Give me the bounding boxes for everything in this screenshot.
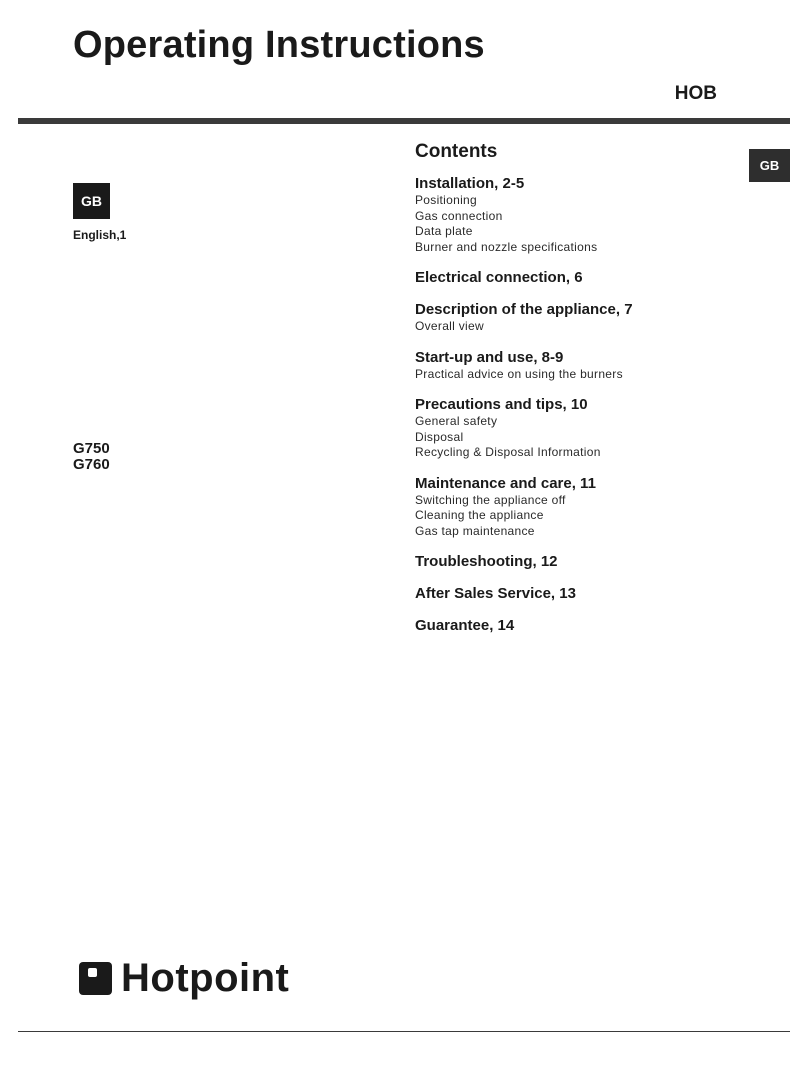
product-type: HOB <box>674 83 717 104</box>
toc-subitem: Switching the appliance off <box>415 492 566 507</box>
toc-section <box>415 395 735 461</box>
toc-section <box>415 552 735 571</box>
contents-heading: Contents <box>415 141 498 162</box>
hotpoint-square-logo-icon <box>79 962 112 995</box>
toc-subitem: Positioning <box>415 193 478 207</box>
model-list <box>73 441 110 473</box>
toc-subitem: Cleaning the appliance <box>415 508 544 522</box>
toc-section-title: Precautions and tips, 10 <box>415 396 588 413</box>
toc-subitem: Gas tap maintenance <box>415 523 535 538</box>
page-title: Operating Instructions <box>73 24 485 66</box>
toc-section <box>415 268 735 287</box>
toc-subitem: Data plate <box>415 224 473 238</box>
toc-section-title: Description of the appliance, 7 <box>415 301 633 318</box>
bottom-divider <box>18 1031 790 1032</box>
toc-subitem: Disposal <box>415 429 464 444</box>
toc-section-title: Troubleshooting, 12 <box>415 553 558 570</box>
side-language-tab: GB <box>749 149 790 182</box>
model-number: G750 <box>73 440 110 457</box>
table-of-contents <box>415 141 735 648</box>
toc-section <box>415 474 735 540</box>
toc-section-title: After Sales Service, 13 <box>415 585 576 602</box>
toc-subitem: Recycling & Disposal Information <box>415 445 601 459</box>
toc-section <box>415 616 735 635</box>
toc-subitem: Burner and nozzle specifications <box>415 239 598 254</box>
toc-section <box>415 174 735 255</box>
top-divider <box>18 118 790 124</box>
toc-section <box>415 584 735 603</box>
toc-section-title: Maintenance and care, 11 <box>415 474 596 492</box>
toc-section-title: Start-up and use, 8-9 <box>415 348 564 366</box>
toc-section <box>415 348 735 383</box>
toc-subitem: Overall view <box>415 319 484 333</box>
toc-section-title: Electrical connection, 6 <box>415 269 583 286</box>
toc-section-title: Installation, 2-5 <box>415 175 525 192</box>
model-number: G760 <box>73 456 110 473</box>
toc-subitem: General safety <box>415 414 498 428</box>
brand-name: Hotpoint <box>121 955 290 1000</box>
toc-subitem: Gas connection <box>415 208 503 223</box>
toc-section-title: Guarantee, 14 <box>415 617 515 634</box>
toc-section <box>415 300 735 335</box>
toc-subitem: Practical advice on using the burners <box>415 366 623 381</box>
language-badge: GB <box>73 183 110 219</box>
brand-logo <box>79 955 289 1001</box>
language-label: English,1 <box>73 228 127 242</box>
